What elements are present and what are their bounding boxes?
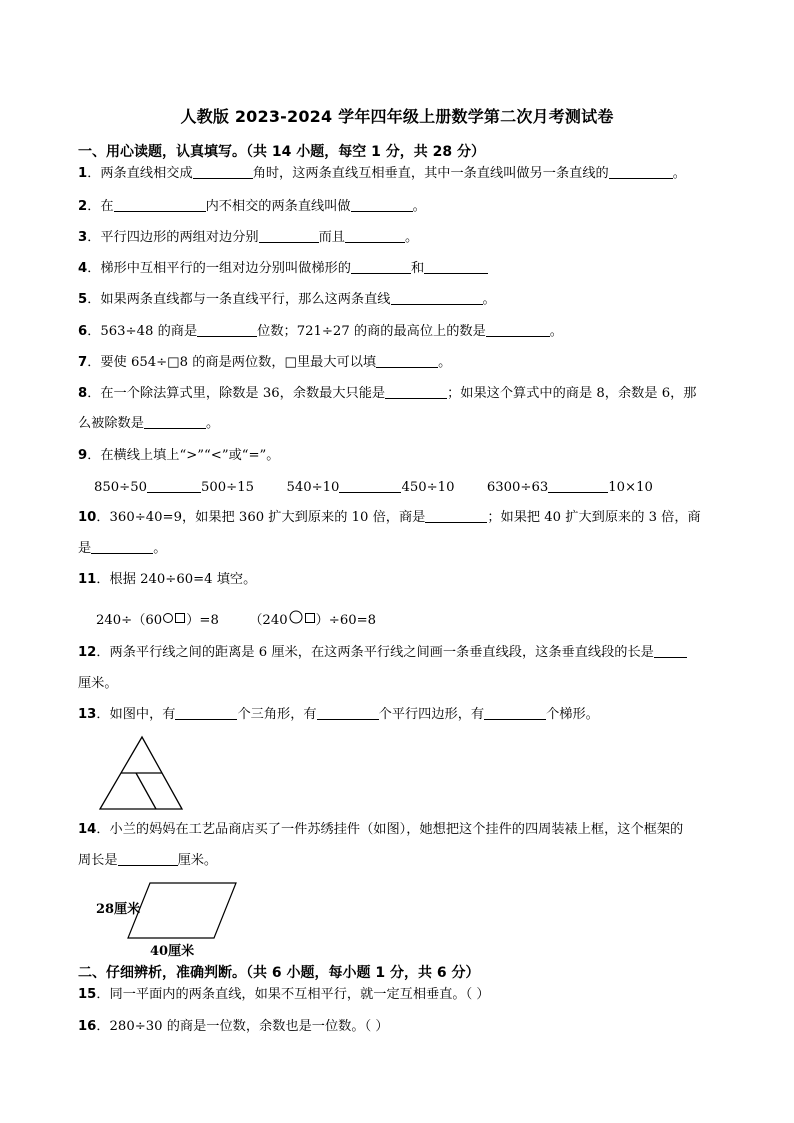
answer-blank[interactable]: [548, 478, 608, 493]
question-10: 10．360÷40=9，如果把 360 扩大到原来的 10 倍，商是 ；如果把 40 扩大到原来的 3 倍，商: [78, 510, 701, 525]
square-blank-icon[interactable]: [174, 611, 186, 631]
section-2-heading: 二、仔细辨析，准确判断。（共 6 小题，每小题 1 分，共 6 分）: [78, 965, 480, 981]
answer-blank[interactable]: [259, 228, 319, 243]
question-12: 12．两条平行线之间的距离是 6 厘米，在这两条平行线之间画一条垂直线段，这条垂直线段的长是: [78, 643, 750, 663]
answer-blank[interactable]: [486, 322, 550, 337]
question-11-items: 240÷（60 ）=8 （240 ）÷60=8: [96, 610, 750, 631]
question-9-items: 850÷50 500÷15 540÷10 450÷10 6300÷63 10×10: [94, 480, 653, 495]
answer-blank[interactable]: [175, 705, 237, 720]
question-14-cont: 周长是 厘米。: [78, 853, 218, 868]
question-1: 1．两条直线相交成 角时，这两条直线互相垂直，其中一条直线叫做另一条直线的 。: [78, 166, 686, 181]
answer-blank[interactable]: [118, 851, 178, 866]
question-10-cont: 是 。: [78, 541, 167, 556]
answer-blank[interactable]: [317, 705, 379, 720]
square-blank-icon[interactable]: [304, 611, 316, 631]
question-2: 2．在 内不相交的两条直线叫做 。: [78, 199, 426, 214]
circle-blank-icon[interactable]: [162, 611, 174, 631]
page-title: 人教版 2023-2024 学年四年级上册数学第二次月考测试卷: [180, 107, 614, 126]
question-7: 7．要使 654÷□8 的商是两位数，□里最大可以填 。: [78, 355, 452, 370]
question-3: 3．平行四边形的两组对边分别 而且 。: [78, 230, 419, 245]
answer-blank[interactable]: [345, 228, 405, 243]
answer-blank[interactable]: [351, 197, 413, 212]
answer-blank[interactable]: [609, 164, 673, 179]
question-16: 16．280÷30 的商是一位数，余数也是一位数。（ ）: [78, 1019, 389, 1034]
question-8: 8．在一个除法算式里，除数是 36，余数最大只能是 ；如果这个算式中的商是 8，余数是 6，那: [78, 386, 697, 401]
answer-blank[interactable]: [654, 643, 687, 658]
triangle-figure: [96, 734, 188, 816]
answer-blank[interactable]: [484, 705, 546, 720]
question-9: 9．在横线上填上“>”“<”或“=”。: [78, 448, 280, 463]
answer-blank[interactable]: [339, 478, 401, 493]
question-5: 5．如果两条直线都与一条直线平行，那么这两条直线 。: [78, 292, 496, 307]
answer-blank[interactable]: [114, 197, 206, 212]
question-12-cont: 厘米。: [78, 676, 118, 691]
answer-blank[interactable]: [425, 508, 487, 523]
section-1-heading: 一、用心读题，认真填写。（共 14 小题，每空 1 分，共 28 分）: [78, 144, 485, 160]
question-15: 15．同一平面内的两条直线，如果不互相平行，就一定互相垂直。（ ）: [78, 987, 490, 1002]
question-4: 4．梯形中互相平行的一组对边分别叫做梯形的 和: [78, 259, 750, 279]
bottom-length-label: 40厘米: [150, 944, 195, 959]
question-13: 13．如图中，有 个三角形，有 个平行四边形，有 个梯形。: [78, 707, 599, 722]
answer-blank[interactable]: [91, 539, 153, 554]
question-6: 6．563÷48 的商是 位数；721÷27 的商的最高位上的数是 。: [78, 324, 563, 339]
answer-blank[interactable]: [424, 259, 488, 274]
answer-blank[interactable]: [197, 322, 257, 337]
answer-blank[interactable]: [376, 353, 438, 368]
answer-blank[interactable]: [385, 384, 447, 399]
answer-blank[interactable]: [391, 290, 483, 305]
answer-blank[interactable]: [144, 414, 206, 429]
answer-blank[interactable]: [147, 478, 201, 493]
answer-blank[interactable]: [193, 164, 253, 179]
question-8-cont: 么被除数是 。: [78, 416, 220, 431]
side-length-label: 28厘米: [96, 902, 141, 917]
answer-blank[interactable]: [351, 259, 411, 274]
question-11: 11．根据 240÷60=4 填空。: [78, 572, 257, 587]
question-14: 14．小兰的妈妈在工艺品商店买了一件苏绣挂件（如图），她想把这个挂件的四周装裱上框，这个框架的: [78, 822, 684, 837]
circle-blank-icon[interactable]: [288, 610, 304, 631]
